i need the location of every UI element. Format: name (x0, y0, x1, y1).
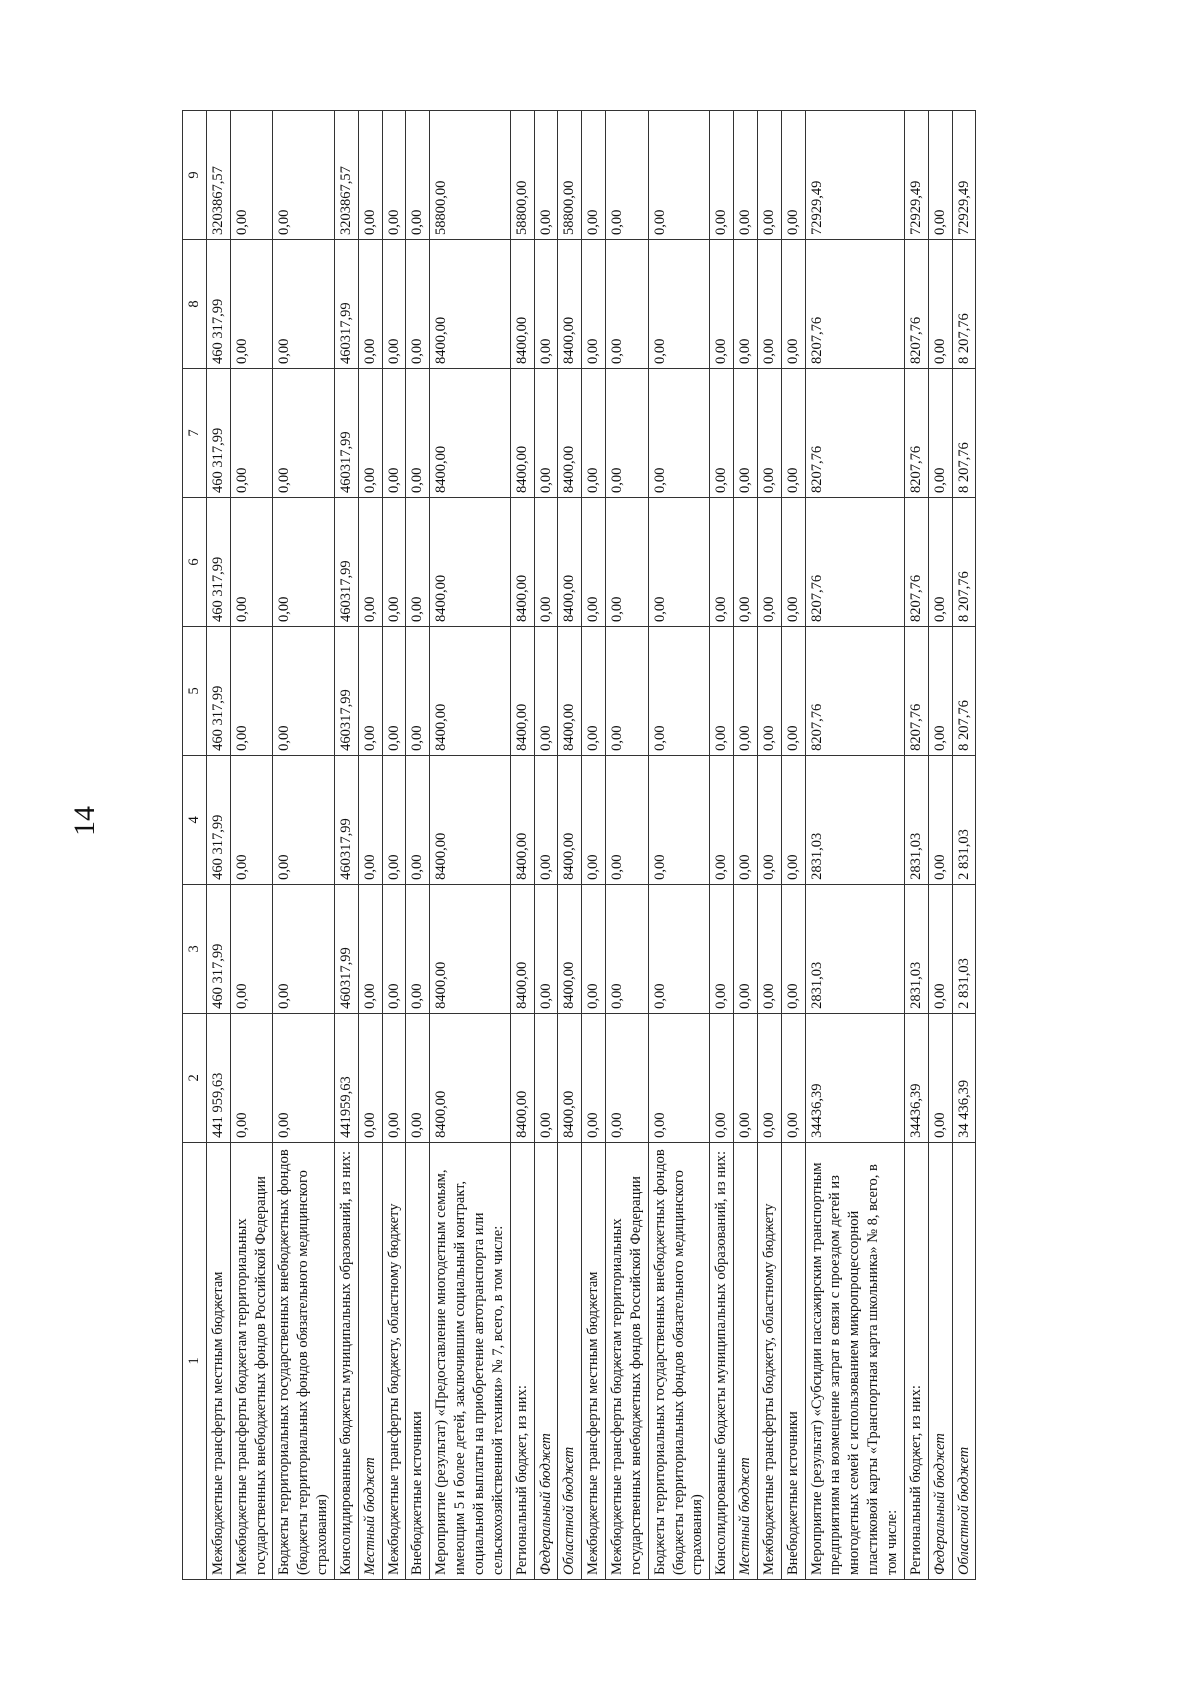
table-row (606, 111, 649, 1580)
value-cell: 8400,00 (558, 369, 582, 498)
value-cell: 8207,76 (904, 369, 928, 498)
value-cell: 0,00 (273, 1013, 335, 1142)
value-cell: 8400,00 (430, 755, 510, 884)
value-cell: 0,00 (534, 755, 558, 884)
value-cell: 0,00 (648, 497, 710, 626)
value-cell: 0,00 (928, 884, 952, 1013)
table-row (406, 111, 430, 1580)
value-cell: 0,00 (734, 884, 758, 1013)
value-cell: 0,00 (382, 111, 406, 240)
value-cell: 0,00 (534, 626, 558, 755)
value-cell: 0,00 (406, 497, 430, 626)
row-label: Федеральный бюджет (928, 1142, 952, 1579)
value-cell: 34 436,39 (952, 1013, 976, 1142)
value-cell: 0,00 (230, 111, 273, 240)
value-cell: 0,00 (230, 497, 273, 626)
value-cell: 2831,03 (904, 755, 928, 884)
value-cell: 8207,76 (805, 497, 904, 626)
value-cell: 460317,99 (334, 755, 358, 884)
value-cell: 58800,00 (558, 111, 582, 240)
value-cell: 0,00 (582, 626, 606, 755)
column-header: 3 (183, 884, 207, 1013)
value-cell: 58800,00 (510, 111, 534, 240)
value-cell: 0,00 (648, 626, 710, 755)
value-cell: 0,00 (230, 240, 273, 369)
value-cell: 0,00 (358, 1013, 382, 1142)
table-row (582, 111, 606, 1580)
row-label: Областной бюджет (558, 1142, 582, 1579)
table-row (206, 111, 230, 1580)
value-cell: 0,00 (273, 497, 335, 626)
value-cell: 0,00 (928, 626, 952, 755)
value-cell: 8400,00 (558, 240, 582, 369)
value-cell: 0,00 (534, 497, 558, 626)
column-header: 7 (183, 369, 207, 498)
table-row (273, 111, 335, 1580)
value-cell: 0,00 (928, 497, 952, 626)
value-cell: 8 207,76 (952, 369, 976, 498)
row-label: Внебюджетные источники (406, 1142, 430, 1579)
table-row (781, 111, 805, 1580)
value-cell: 0,00 (534, 240, 558, 369)
value-cell: 2 831,03 (952, 755, 976, 884)
value-cell: 8207,76 (805, 240, 904, 369)
table-row (510, 111, 534, 1580)
value-cell: 0,00 (582, 369, 606, 498)
value-cell: 0,00 (757, 1013, 781, 1142)
value-cell: 0,00 (928, 755, 952, 884)
value-cell: 460 317,99 (206, 626, 230, 755)
value-cell: 0,00 (606, 240, 649, 369)
value-cell: 441959,63 (334, 1013, 358, 1142)
value-cell: 0,00 (648, 755, 710, 884)
table-row (358, 111, 382, 1580)
value-cell: 0,00 (406, 755, 430, 884)
value-cell: 460317,99 (334, 369, 358, 498)
row-label: Внебюджетные источники (781, 1142, 805, 1579)
value-cell: 0,00 (582, 497, 606, 626)
value-cell: 0,00 (406, 240, 430, 369)
budget-table (182, 110, 976, 1580)
value-cell: 0,00 (648, 1013, 710, 1142)
value-cell: 2831,03 (805, 884, 904, 1013)
row-label: Бюджеты территориальных государственных внебюджетных фондов (бюджеты территориальных фондов обязательного медицинского страхования) (273, 1142, 335, 1579)
value-cell: 0,00 (734, 369, 758, 498)
value-cell: 8400,00 (510, 369, 534, 498)
value-cell: 8400,00 (510, 755, 534, 884)
row-label: Межбюджетные трансферты бюджетам территориальных государственных внебюджетных фондов Российской Федерации (230, 1142, 273, 1579)
value-cell: 8207,76 (904, 497, 928, 626)
table-row (757, 111, 781, 1580)
value-cell: 0,00 (230, 369, 273, 498)
column-header: 8 (183, 240, 207, 369)
value-cell: 460317,99 (334, 497, 358, 626)
value-cell: 0,00 (648, 111, 710, 240)
value-cell: 0,00 (781, 369, 805, 498)
page-number: 14 (68, 806, 101, 836)
value-cell: 460317,99 (334, 626, 358, 755)
value-cell: 0,00 (582, 755, 606, 884)
row-label: Федеральный бюджет (534, 1142, 558, 1579)
value-cell: 0,00 (382, 369, 406, 498)
value-cell: 0,00 (606, 755, 649, 884)
table-row (430, 111, 510, 1580)
value-cell: 8400,00 (558, 497, 582, 626)
value-cell: 0,00 (757, 111, 781, 240)
value-cell: 0,00 (928, 1013, 952, 1142)
table-row (952, 111, 976, 1580)
value-cell: 8400,00 (430, 497, 510, 626)
value-cell: 8400,00 (510, 884, 534, 1013)
value-cell: 0,00 (406, 884, 430, 1013)
value-cell: 0,00 (710, 111, 734, 240)
table-row (558, 111, 582, 1580)
value-cell: 0,00 (781, 626, 805, 755)
value-cell: 0,00 (582, 111, 606, 240)
value-cell: 0,00 (928, 240, 952, 369)
value-cell: 0,00 (382, 626, 406, 755)
row-label: Мероприятие (результат) «Субсидии пассажирским транспортным предприятиям на возмещение затрат в связи с проездом детей из многодетных семей с использованием микропроцессорной пластиковой карты «Транспортная карта школьника» № 8, всего, в том числе: (805, 1142, 904, 1579)
value-cell: 0,00 (582, 884, 606, 1013)
value-cell: 0,00 (781, 497, 805, 626)
value-cell: 0,00 (710, 240, 734, 369)
value-cell: 8400,00 (430, 626, 510, 755)
row-label: Межбюджетные трансферты бюджету, областному бюджету (757, 1142, 781, 1579)
value-cell: 8400,00 (510, 626, 534, 755)
value-cell: 0,00 (382, 755, 406, 884)
value-cell: 0,00 (781, 1013, 805, 1142)
value-cell: 72929,49 (904, 111, 928, 240)
value-cell: 0,00 (358, 497, 382, 626)
value-cell: 8400,00 (510, 240, 534, 369)
value-cell: 72929,49 (805, 111, 904, 240)
value-cell: 0,00 (358, 626, 382, 755)
value-cell: 8400,00 (430, 240, 510, 369)
value-cell: 0,00 (273, 884, 335, 1013)
table-row (648, 111, 710, 1580)
value-cell: 460317,99 (334, 240, 358, 369)
value-cell: 460 317,99 (206, 755, 230, 884)
value-cell: 0,00 (928, 369, 952, 498)
value-cell: 441 959,63 (206, 1013, 230, 1142)
value-cell: 3203867,57 (206, 111, 230, 240)
row-label: Региональный бюджет, из них: (904, 1142, 928, 1579)
value-cell: 0,00 (710, 884, 734, 1013)
column-header: 6 (183, 497, 207, 626)
value-cell: 0,00 (230, 626, 273, 755)
value-cell: 0,00 (358, 240, 382, 369)
column-header: 2 (183, 1013, 207, 1142)
value-cell: 0,00 (757, 497, 781, 626)
row-label: Межбюджетные трансферты бюджетам территориальных государственных внебюджетных фондов Российской Федерации (606, 1142, 649, 1579)
value-cell: 0,00 (382, 240, 406, 369)
table-row (904, 111, 928, 1580)
value-cell: 0,00 (757, 755, 781, 884)
value-cell: 0,00 (230, 755, 273, 884)
value-cell: 0,00 (606, 111, 649, 240)
value-cell: 0,00 (406, 1013, 430, 1142)
value-cell: 0,00 (606, 369, 649, 498)
table-row (382, 111, 406, 1580)
value-cell: 0,00 (406, 626, 430, 755)
value-cell: 34436,39 (904, 1013, 928, 1142)
value-cell: 8400,00 (558, 884, 582, 1013)
value-cell: 0,00 (781, 240, 805, 369)
value-cell: 3203867,57 (334, 111, 358, 240)
row-label: Бюджеты территориальных государственных внебюджетных фондов (бюджеты территориальных фондов обязательного медицинского страхования) (648, 1142, 710, 1579)
value-cell: 34436,39 (805, 1013, 904, 1142)
value-cell: 58800,00 (430, 111, 510, 240)
row-label: Областной бюджет (952, 1142, 976, 1579)
table-row (334, 111, 358, 1580)
value-cell: 0,00 (606, 497, 649, 626)
value-cell: 0,00 (710, 1013, 734, 1142)
value-cell: 0,00 (382, 1013, 406, 1142)
value-cell: 8 207,76 (952, 240, 976, 369)
value-cell: 8400,00 (430, 369, 510, 498)
table-body (206, 111, 976, 1580)
column-header: 4 (183, 755, 207, 884)
value-cell: 0,00 (648, 240, 710, 369)
value-cell: 0,00 (534, 369, 558, 498)
value-cell: 0,00 (734, 497, 758, 626)
value-cell: 2 831,03 (952, 884, 976, 1013)
value-cell: 0,00 (358, 884, 382, 1013)
value-cell: 0,00 (382, 884, 406, 1013)
row-label: Межбюджетные трансферты местным бюджетам (582, 1142, 606, 1579)
table-row (534, 111, 558, 1580)
value-cell: 0,00 (781, 111, 805, 240)
row-label: Межбюджетные трансферты местным бюджетам (206, 1142, 230, 1579)
value-cell: 0,00 (734, 755, 758, 884)
budget-table-container (182, 110, 976, 1580)
header-row (183, 111, 207, 1580)
value-cell: 8400,00 (558, 626, 582, 755)
value-cell: 0,00 (734, 240, 758, 369)
value-cell: 0,00 (406, 111, 430, 240)
value-cell: 460 317,99 (206, 240, 230, 369)
row-label: Региональный бюджет, из них: (510, 1142, 534, 1579)
value-cell: 0,00 (534, 111, 558, 240)
value-cell: 460 317,99 (206, 884, 230, 1013)
value-cell: 0,00 (648, 369, 710, 498)
value-cell: 0,00 (273, 369, 335, 498)
value-cell: 8207,76 (904, 240, 928, 369)
value-cell: 0,00 (606, 884, 649, 1013)
value-cell: 8400,00 (430, 1013, 510, 1142)
column-header: 9 (183, 111, 207, 240)
value-cell: 0,00 (582, 240, 606, 369)
table-row (230, 111, 273, 1580)
value-cell: 8400,00 (510, 497, 534, 626)
value-cell: 0,00 (734, 626, 758, 755)
value-cell: 0,00 (534, 884, 558, 1013)
row-label: Консолидированные бюджеты муниципальных образований, из них: (334, 1142, 358, 1579)
value-cell: 8207,76 (805, 626, 904, 755)
value-cell: 0,00 (781, 884, 805, 1013)
value-cell: 460317,99 (334, 884, 358, 1013)
value-cell: 460 317,99 (206, 497, 230, 626)
table-row (710, 111, 734, 1580)
value-cell: 0,00 (273, 755, 335, 884)
table-row (734, 111, 758, 1580)
value-cell: 0,00 (757, 240, 781, 369)
value-cell: 0,00 (757, 884, 781, 1013)
value-cell: 0,00 (734, 111, 758, 240)
value-cell: 8207,76 (805, 369, 904, 498)
value-cell: 0,00 (928, 111, 952, 240)
row-label: Консолидированные бюджеты муниципальных образований, из них: (710, 1142, 734, 1579)
value-cell: 0,00 (358, 111, 382, 240)
table-row (928, 111, 952, 1580)
value-cell: 0,00 (710, 755, 734, 884)
value-cell: 8400,00 (558, 1013, 582, 1142)
value-cell: 0,00 (606, 626, 649, 755)
table-row (805, 111, 904, 1580)
value-cell: 2831,03 (904, 884, 928, 1013)
value-cell: 72929,49 (952, 111, 976, 240)
row-label: Местный бюджет (734, 1142, 758, 1579)
value-cell: 8400,00 (558, 755, 582, 884)
value-cell: 0,00 (582, 1013, 606, 1142)
value-cell: 8400,00 (430, 884, 510, 1013)
value-cell: 0,00 (781, 755, 805, 884)
value-cell: 0,00 (273, 111, 335, 240)
column-header: 5 (183, 626, 207, 755)
value-cell: 8207,76 (904, 626, 928, 755)
value-cell: 0,00 (230, 1013, 273, 1142)
value-cell: 2831,03 (805, 755, 904, 884)
row-label: Местный бюджет (358, 1142, 382, 1579)
value-cell: 0,00 (273, 240, 335, 369)
value-cell: 0,00 (358, 369, 382, 498)
value-cell: 0,00 (648, 884, 710, 1013)
value-cell: 8 207,76 (952, 626, 976, 755)
value-cell: 0,00 (606, 1013, 649, 1142)
value-cell: 0,00 (382, 497, 406, 626)
row-label: Мероприятие (результат) «Предоставление многодетным семьям, имеющим 5 и более детей, заключившим социальный контракт, социальной выплаты на приобретение автотранспорта или сельскохозяйственной техники» № 7, всего, в том числе: (430, 1142, 510, 1579)
value-cell: 8400,00 (510, 1013, 534, 1142)
value-cell: 8 207,76 (952, 497, 976, 626)
value-cell: 0,00 (757, 626, 781, 755)
value-cell: 0,00 (734, 1013, 758, 1142)
value-cell: 0,00 (710, 369, 734, 498)
column-header: 1 (183, 1142, 207, 1579)
value-cell: 0,00 (230, 884, 273, 1013)
value-cell: 0,00 (273, 626, 335, 755)
value-cell: 0,00 (534, 1013, 558, 1142)
value-cell: 0,00 (710, 626, 734, 755)
value-cell: 0,00 (710, 497, 734, 626)
value-cell: 0,00 (358, 755, 382, 884)
value-cell: 460 317,99 (206, 369, 230, 498)
value-cell: 0,00 (406, 369, 430, 498)
row-label: Межбюджетные трансферты бюджету, областному бюджету (382, 1142, 406, 1579)
value-cell: 0,00 (757, 369, 781, 498)
